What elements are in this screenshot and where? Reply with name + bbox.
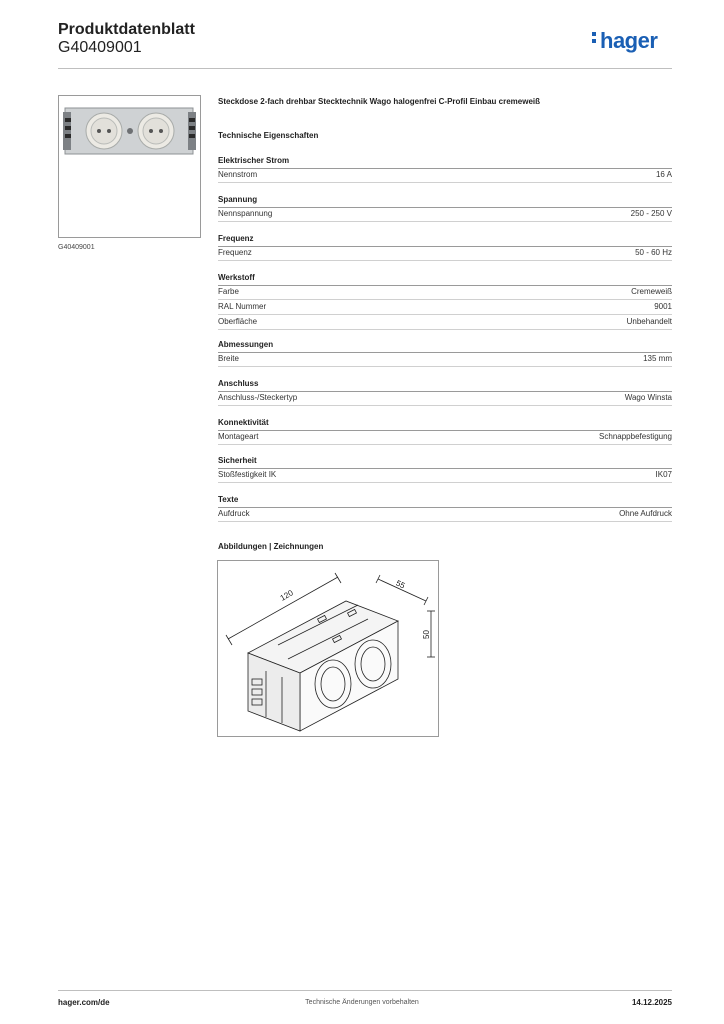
product-title: Steckdose 2-fach drehbar Stecktechnik Wago halogenfrei C-Profil Einbau cremeweiß xyxy=(218,97,541,106)
property-value: 250 - 250 V xyxy=(630,209,672,218)
property-row xyxy=(218,315,672,330)
property-value: Cremeweiß xyxy=(631,287,672,296)
property-value: Schnappbefestigung xyxy=(599,432,672,441)
product-code: G40409001 xyxy=(58,39,142,56)
property-key: Frequenz xyxy=(218,248,252,257)
property-row xyxy=(218,300,672,315)
drawings-heading: Abbildungen | Zeichnungen xyxy=(218,542,324,551)
property-key: Farbe xyxy=(218,287,239,296)
property-row xyxy=(218,507,672,522)
product-photo xyxy=(58,95,201,238)
property-key: Stoßfestigkeit IK xyxy=(218,470,277,479)
group-title: Abmessungen xyxy=(218,340,672,353)
property-key: Anschluss-/Steckertyp xyxy=(218,393,298,402)
group-title: Sicherheit xyxy=(218,456,672,469)
logo-colon-icon xyxy=(592,29,598,46)
property-row xyxy=(218,352,672,367)
group-title: Frequenz xyxy=(218,234,672,247)
property-row xyxy=(218,391,672,406)
technical-properties-heading: Technische Eigenschaften xyxy=(218,131,319,140)
group-title: Anschluss xyxy=(218,379,672,392)
group-title: Texte xyxy=(218,495,672,508)
footer-disclaimer: Technische Änderungen vorbehalten xyxy=(305,999,419,1006)
hager-logo xyxy=(592,28,657,54)
dimension-depth-label: 55 xyxy=(394,578,407,591)
footer-divider xyxy=(58,990,672,991)
property-row xyxy=(218,285,672,300)
technical-drawing xyxy=(217,560,439,737)
dimension-drawing-image xyxy=(218,561,438,736)
property-key: Montageart xyxy=(218,432,259,441)
group-title: Elektrischer Strom xyxy=(218,156,672,169)
page-title: Produktdatenblatt xyxy=(58,21,195,38)
property-key: Aufdruck xyxy=(218,509,250,518)
photo-caption: G40409001 xyxy=(58,244,95,251)
property-value: Unbehandelt xyxy=(626,317,672,326)
property-key: RAL Nummer xyxy=(218,302,267,311)
property-value: 16 A xyxy=(655,170,672,179)
footer-date: 14.12.2025 xyxy=(631,998,672,1007)
property-value: 50 - 60 Hz xyxy=(635,248,672,257)
group-title: Konnektivität xyxy=(218,418,672,431)
property-value: Wago Winsta xyxy=(624,393,672,402)
property-value: Ohne Aufdruck xyxy=(619,509,672,518)
property-row xyxy=(218,468,672,483)
group-title: Spannung xyxy=(218,195,672,208)
property-key: Oberfläche xyxy=(218,317,258,326)
dimension-height-label: 50 xyxy=(421,630,431,639)
logo-text: hager xyxy=(600,28,658,53)
property-row xyxy=(218,168,672,183)
property-key: Breite xyxy=(218,354,239,363)
header-divider xyxy=(58,68,672,69)
property-row xyxy=(218,246,672,261)
property-value: IK07 xyxy=(655,470,672,479)
socket-photo-image xyxy=(59,96,200,237)
group-title: Werkstoff xyxy=(218,273,672,286)
dimension-length-label: 120 xyxy=(278,588,295,603)
property-key: Nennspannung xyxy=(218,209,273,218)
property-value: 9001 xyxy=(654,302,672,311)
footer-website-link[interactable]: hager.com/de xyxy=(58,998,110,1007)
property-row xyxy=(218,207,672,222)
property-row xyxy=(218,430,672,445)
property-value: 135 mm xyxy=(643,354,672,363)
property-key: Nennstrom xyxy=(218,170,258,179)
